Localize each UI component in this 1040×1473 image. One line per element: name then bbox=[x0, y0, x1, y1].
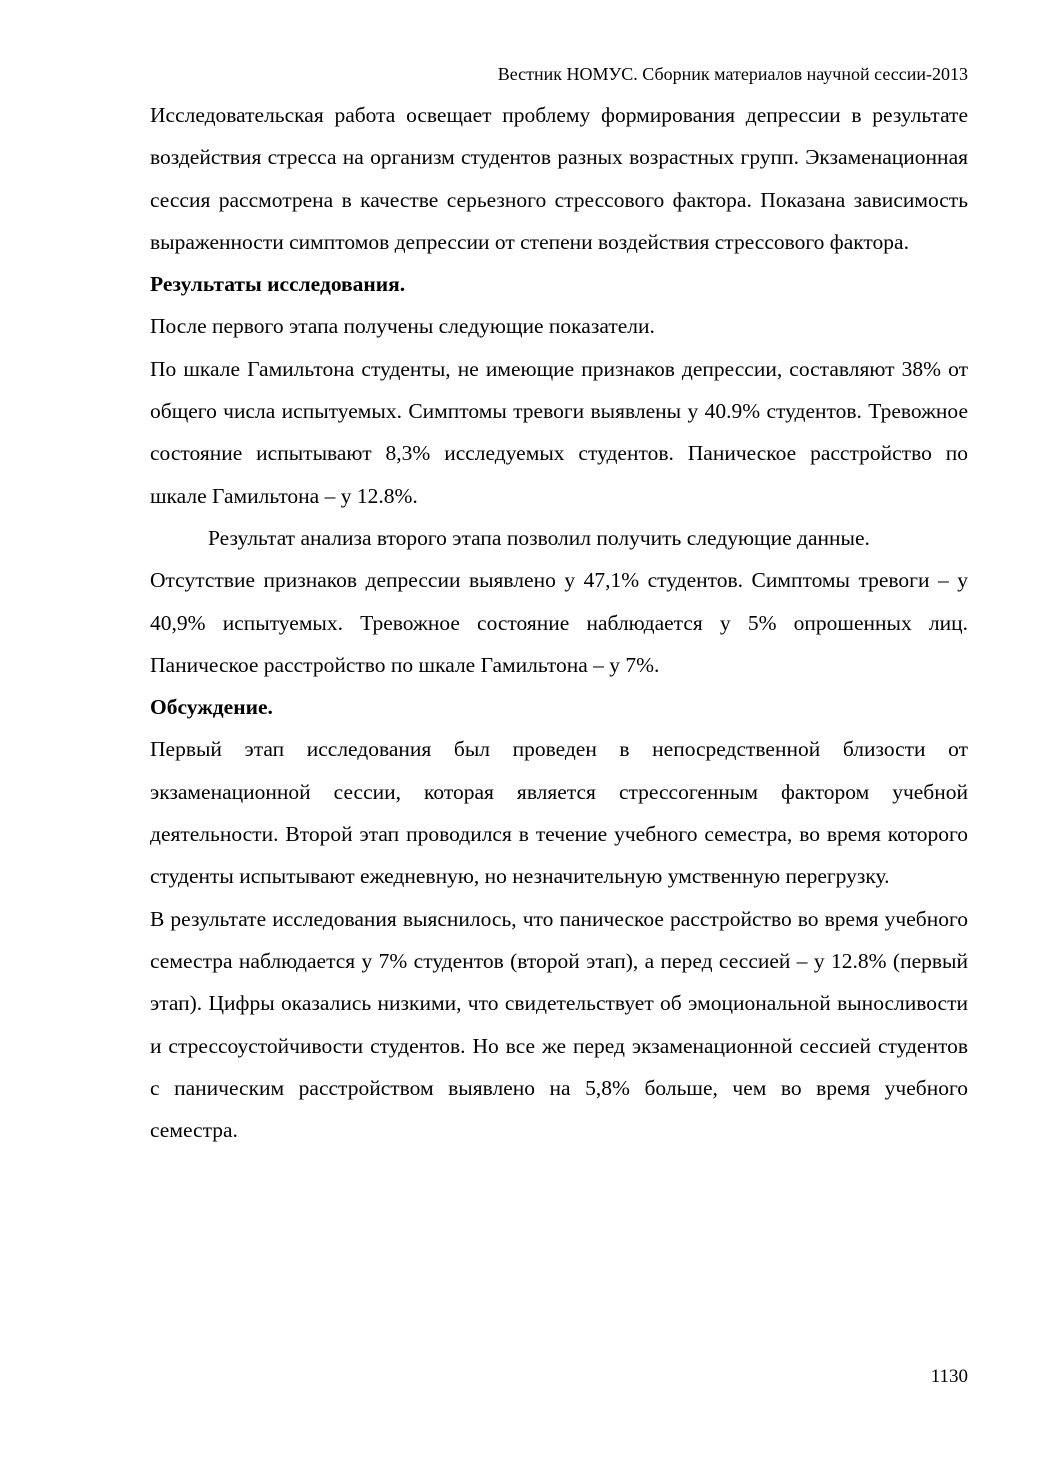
first-stage-results: По шкале Гамильтона студенты, не имеющие признаков депрессии, составляют 38% от общего числа испытуемых. Симптомы тревоги выявлены у 40.9% студентов. Тревожное состояние испытывают 8,3% исследуемых студентов. Паническое расстройство по шкале Гамильтона – у 12.8%. bbox=[150, 356, 968, 508]
abstract-paragraph: Исследовательская работа освещает проблему формирования депрессии в результате воздействия стресса на организм студентов разных возрастных групп. Экзаменационная сессия рассмотрена в качестве серьезного стрессового фактора. Показана зависимость выраженности симптомов депрессии от степени воздействия стрессового фактора. bbox=[150, 103, 968, 254]
page-number: 1130 bbox=[930, 1366, 968, 1387]
first-stage-intro: После первого этапа получены следующие показатели. bbox=[150, 314, 655, 339]
second-stage-results: Отсутствие признаков депрессии выявлено у 47,1% студентов. Симптомы тревоги – у 40,9% испытуемых. Тревожное состояние наблюдается у 5% опрошенных лиц. Паническое расстройство по шкале Гамильтона – у 7%. bbox=[150, 568, 968, 677]
second-stage-intro: Результат анализа второго этапа позволил получить следующие данные. bbox=[208, 525, 870, 550]
running-header: Вестник НОМУС. Сборник материалов научной сессии-2013 bbox=[497, 64, 968, 84]
discussion-paragraph-1: Первый этап исследования был проведен в непосредственной близости от экзаменационной сессии, которая является стрессогенным фактором учебной деятельности. Второй этап проводился в течение учебного семестра, во время которого студенты испытывают ежедневную, но незначительную умственную перегрузку. bbox=[150, 737, 968, 889]
results-heading: Результаты исследования. bbox=[150, 272, 406, 297]
discussion-paragraph-2: В результате исследования выяснилось, что паническое расстройство во время учебного семестра наблюдается у 7% студентов (второй этап), а перед сессией – у 12.8% (первый этап). Цифры оказались низкими, что свидетельствует об эмоциональной выносливости и стрессоустойчивости студентов. Но все же перед экзаменационной сессией студентов с паническим расстройством выявлено на 5,8% больше, чем во время учебного семестра. bbox=[150, 906, 968, 1143]
body-text bbox=[150, 94, 968, 1151]
discussion-heading: Обсуждение. bbox=[150, 695, 273, 720]
